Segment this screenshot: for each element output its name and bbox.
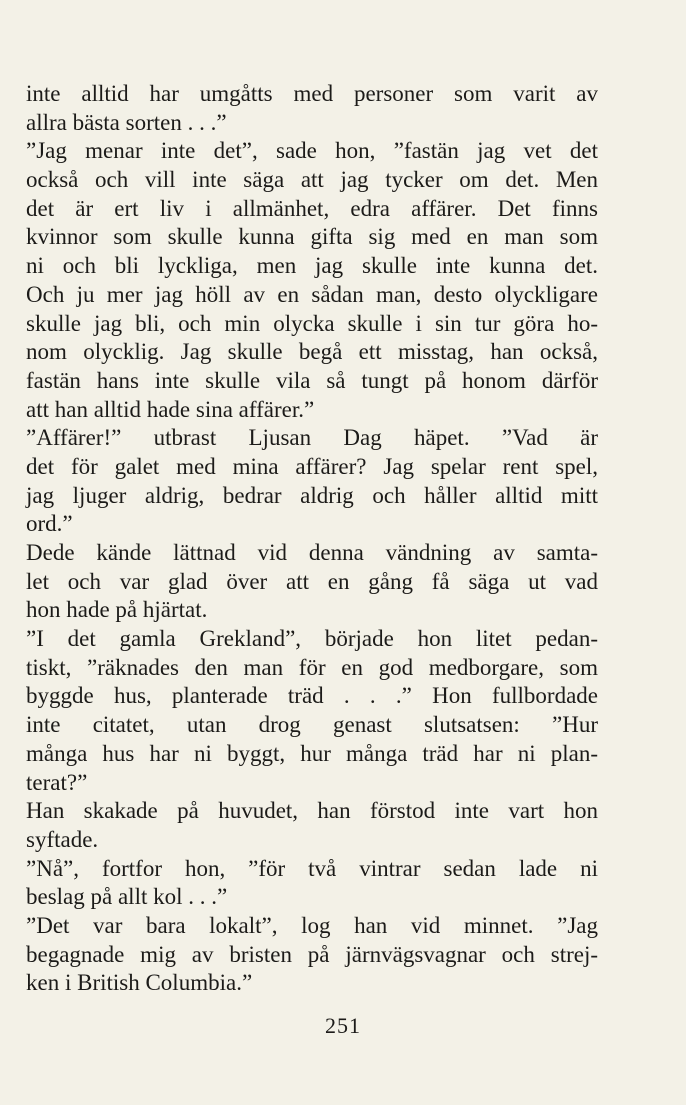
text-line: let och var glad över att en gång få säga ut vad: [26, 568, 598, 594]
text-line: det är ert liv i allmänhet, edra affärer. Det finns: [26, 195, 598, 221]
text-line: att han alltid hade sina affärer.”: [26, 396, 315, 422]
text-line: Och ju mer jag höll av en sådan man, desto olyckligare: [26, 281, 598, 307]
text-line: fastän hans inte skulle vila så tungt på honom därför: [26, 367, 598, 393]
text-line: kvinnor som skulle kunna gifta sig med en man som: [26, 224, 598, 250]
text-line: Han skakade på huvudet, han förstod inte vart hon: [26, 798, 598, 824]
text-line: ”Jag menar inte det”, sade hon, ”fastän jag vet det: [26, 138, 598, 164]
page-body: [26, 80, 598, 998]
text-line: ord.”: [26, 511, 73, 537]
page-number: 251: [325, 1013, 361, 1038]
text-line: det för galet med mina affärer? Jag spelar rent spel,: [26, 453, 598, 479]
text-line: ”Affärer!” utbrast Ljusan Dag häpet. ”Vad är: [26, 425, 598, 451]
text-line: nom olycklig. Jag skulle begå ett misstag, han också,: [26, 339, 598, 365]
text-line: tiskt, ”räknades den man för en god medborgare, som: [26, 654, 598, 680]
text-line: inte citatet, utan drog genast slutsatsen: ”Hur: [26, 712, 598, 738]
text-line: hon hade på hjärtat.: [26, 597, 208, 623]
text-line: många hus har ni byggt, hur många träd har ni plan-: [26, 740, 598, 766]
text-line: också och vill inte säga att jag tycker om det. Men: [26, 167, 598, 193]
text-line: ken i British Columbia.”: [26, 970, 253, 996]
text-line: skulle jag bli, och min olycka skulle i sin tur göra ho-: [26, 310, 598, 336]
text-line: inte alltid har umgåtts med personer som varit av: [26, 81, 598, 106]
text-line: ”Det var bara lokalt”, log han vid minnet. ”Jag: [26, 912, 598, 938]
text-line: begagnade mig av bristen på järnvägsvagnar och strej-: [26, 941, 598, 967]
text-line: syftade.: [26, 826, 99, 852]
text-line: terat?”: [26, 769, 88, 795]
text-line: byggde hus, planterade träd . . .” Hon fullbordade: [26, 683, 598, 709]
text-line: jag ljuger aldrig, bedrar aldrig och håller alltid mitt: [26, 482, 598, 508]
text-line: ni och bli lyckliga, men jag skulle inte kunna det.: [26, 253, 598, 279]
text-line: allra bästa sorten . . .”: [26, 109, 227, 135]
text-line: ”Nå”, fortfor hon, ”för två vintrar sedan lade ni: [26, 855, 598, 881]
text-line: ”I det gamla Grekland”, började hon litet pedan-: [26, 626, 598, 652]
text-line: beslag på allt kol . . .”: [26, 884, 228, 910]
text-line: Dede kände lättnad vid denna vändning av samta-: [26, 540, 598, 565]
